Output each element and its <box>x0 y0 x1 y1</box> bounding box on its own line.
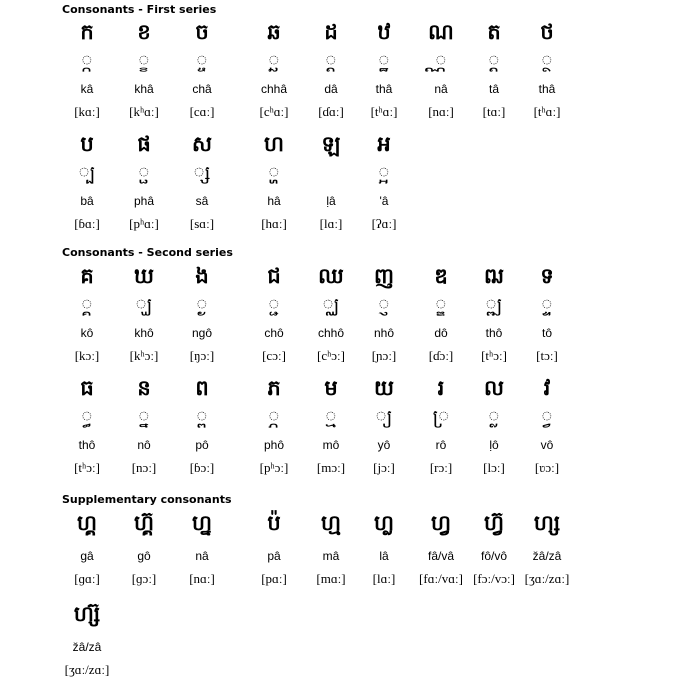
subscript-form: ្ង <box>196 294 208 316</box>
khmer-letter: គ <box>80 264 94 288</box>
ipa-transcription: [fɑː/vɑː] <box>419 571 463 586</box>
khmer-letter: ហ <box>264 132 284 156</box>
subscript-form: ្ក <box>81 50 93 72</box>
subscript-form: ្វ <box>541 406 553 428</box>
ipa-transcription: [lɑː] <box>372 571 396 586</box>
consonant-cell <box>304 20 358 119</box>
subscript-form: ្ទ <box>541 294 553 316</box>
romanization: chhô <box>317 326 345 340</box>
ipa-transcription: [ʒɑː/zɑː] <box>524 571 570 586</box>
romanization: thâ <box>375 82 393 96</box>
consonant-cell <box>117 132 171 231</box>
romanization: phô <box>263 438 285 452</box>
ipa-transcription: [tʰɑː] <box>533 104 561 119</box>
ipa-transcription: [ɗɑː] <box>318 104 344 119</box>
khmer-letter: ដ <box>324 20 338 44</box>
consonant-cell <box>520 264 574 363</box>
romanization: rô <box>435 438 447 452</box>
khmer-letter: ម <box>324 376 338 400</box>
ipa-transcription: [ʒɑː/zɑː] <box>64 662 110 677</box>
ipa-transcription: [ɓɑː] <box>74 216 100 231</box>
consonant-cell <box>357 264 411 363</box>
subscript-form: ្អ <box>378 162 390 184</box>
subscript-form: ្ឃ <box>135 294 153 316</box>
romanization: thô <box>78 438 96 452</box>
ipa-transcription: [mɑː] <box>316 571 346 586</box>
consonant-cell <box>175 20 229 119</box>
khmer-letter: ត <box>487 20 501 44</box>
ipa-transcription: [tʰɔː] <box>74 460 100 475</box>
ipa-transcription: [tʰɔː] <box>481 348 507 363</box>
khmer-letter: ឃ <box>134 264 154 288</box>
khmer-letter: ធ <box>80 376 94 400</box>
romanization: vô <box>540 438 554 452</box>
subscript-form: ្ដ <box>325 50 337 72</box>
romanization: yô <box>377 438 391 452</box>
subscript-form: ្គ <box>81 294 93 316</box>
consonant-cell <box>117 376 171 475</box>
romanization: 'â <box>379 194 389 208</box>
ipa-transcription: [ɡɑː] <box>74 571 100 586</box>
khmer-letter: ហ្ម <box>321 511 341 535</box>
subscript-form: ្ច <box>196 50 208 72</box>
subscript-form: ្ភ <box>268 406 280 428</box>
khmer-letter: ហ្ល <box>374 511 394 535</box>
consonant-cell <box>60 264 114 363</box>
consonant-cell <box>247 511 301 586</box>
khmer-letter: ង <box>195 264 209 288</box>
khmer-letter: ហ្ន <box>192 511 212 535</box>
romanization: sâ <box>195 194 209 208</box>
subscript-form: ្ផ <box>138 162 150 184</box>
subscript-form: ្ឍ <box>485 294 503 316</box>
ipa-transcription: [nɔː] <box>131 460 157 475</box>
first-series-title: Consonants - First series <box>62 3 217 16</box>
consonant-cell <box>357 132 411 231</box>
khmer-letter: ហ្វ <box>431 511 451 535</box>
ipa-transcription: [ŋɔː] <box>189 348 215 363</box>
consonant-cell <box>117 511 171 586</box>
consonant-cell <box>414 511 468 586</box>
ipa-transcription: [cɔː] <box>262 348 286 363</box>
consonant-cell <box>357 511 411 586</box>
subscript-form: ្ជ <box>268 294 280 316</box>
khmer-letter: ប <box>80 132 94 156</box>
khmer-letter: ហ្ស៊ <box>73 602 101 626</box>
romanization: ngô <box>191 326 213 340</box>
consonant-cell <box>357 20 411 119</box>
ipa-transcription: [rɔː] <box>429 460 453 475</box>
ipa-transcription: [tɑː] <box>482 104 506 119</box>
khmer-letter: ឋ <box>377 20 391 44</box>
consonant-cell <box>60 132 114 231</box>
khmer-letter: ឌ <box>434 264 448 288</box>
khmer-letter: ប៉ <box>267 511 281 535</box>
supplementary-consonants-title: Supplementary consonants <box>62 493 232 506</box>
romanization: nâ <box>195 549 209 563</box>
romanization: thô <box>485 326 503 340</box>
ipa-transcription: [jɔː] <box>373 460 395 475</box>
consonant-cell <box>247 20 301 119</box>
khmer-letter: អ <box>377 132 391 156</box>
subscript-form: ្ត <box>488 50 500 72</box>
subscript-form: ្ខ <box>138 50 150 72</box>
ipa-transcription: [lɔː] <box>483 460 505 475</box>
romanization: hâ <box>267 194 281 208</box>
subscript-form: ្ណ <box>435 50 447 72</box>
romanization: žâ/zâ <box>72 640 102 654</box>
consonant-cell <box>60 20 114 119</box>
ipa-transcription: [lɑː] <box>319 216 343 231</box>
khmer-letter: ឈ <box>318 264 344 288</box>
romanization: ḷô <box>489 438 499 452</box>
ipa-transcription: [kʰɑː] <box>129 104 159 119</box>
subscript-form: ្ញ <box>378 294 390 316</box>
consonant-cell <box>247 376 301 475</box>
khmer-letter: ជ <box>267 264 281 288</box>
consonant-cell <box>414 264 468 363</box>
subscript-form: ្ប <box>78 162 96 184</box>
romanization: fô/vô <box>480 549 507 563</box>
romanization: kâ <box>80 82 94 96</box>
consonant-cell <box>117 264 171 363</box>
romanization: gâ <box>80 549 94 563</box>
ipa-transcription: [tʰɑː] <box>370 104 398 119</box>
consonant-cell <box>60 602 114 677</box>
romanization: pâ <box>267 549 281 563</box>
subscript-form: ្ន <box>138 406 150 428</box>
consonant-cell <box>467 511 521 586</box>
subscript-form: ្ឌ <box>435 294 447 316</box>
khmer-letter: វ <box>543 376 551 400</box>
consonant-cell <box>60 376 114 475</box>
romanization: châ <box>192 82 212 96</box>
romanization: dô <box>434 326 448 340</box>
khmer-letter: យ <box>374 376 394 400</box>
khmer-letter: ឆ <box>267 20 281 44</box>
consonant-cell <box>175 132 229 231</box>
subscript-form <box>304 160 358 186</box>
ipa-transcription: [ɓɔː] <box>189 460 215 475</box>
khmer-letter: ន <box>137 376 151 400</box>
consonant-cell <box>304 511 358 586</box>
khmer-letter: ហ្គ៊ <box>134 511 154 535</box>
khmer-letter: ហ្ស <box>533 511 561 535</box>
ipa-transcription: [kɑː] <box>74 104 100 119</box>
romanization: lâ <box>379 549 389 563</box>
ipa-transcription: [mɔː] <box>316 460 346 475</box>
consonant-cell <box>414 376 468 475</box>
romanization: nhô <box>373 326 395 340</box>
romanization: fâ/vâ <box>427 549 454 563</box>
consonant-cell <box>117 20 171 119</box>
subscript-form: ្ព <box>196 406 208 428</box>
ipa-transcription: [nɑː] <box>189 571 215 586</box>
consonant-cell <box>60 511 114 586</box>
romanization: pô <box>195 438 209 452</box>
romanization: khâ <box>134 82 154 96</box>
romanization: žâ/zâ <box>532 549 562 563</box>
ipa-transcription: [kɔː] <box>74 348 100 363</box>
khmer-letter: ភ <box>267 376 281 400</box>
consonant-cell <box>304 132 358 231</box>
khmer-letter: ឡ <box>321 132 341 156</box>
ipa-transcription: [pʰɔː] <box>259 460 289 475</box>
khmer-letter: ផ <box>137 132 151 156</box>
romanization: phâ <box>133 194 155 208</box>
consonant-cell <box>304 376 358 475</box>
subscript-form: ្ស <box>193 162 211 184</box>
consonant-cell <box>247 264 301 363</box>
ipa-transcription: [ɡɔː] <box>131 571 157 586</box>
subscript-form: ្ធ <box>81 406 93 428</box>
ipa-transcription: [ʋɔː] <box>534 460 560 475</box>
ipa-transcription: [tɔː] <box>536 348 558 363</box>
khmer-letter: ឍ <box>484 264 504 288</box>
khmer-letter: ស <box>192 132 212 156</box>
romanization: khô <box>134 326 154 340</box>
subscript-form: ្ម <box>325 406 337 428</box>
subscript-form: ្យ <box>375 406 393 428</box>
khmer-letter: ក <box>80 20 94 44</box>
romanization: chô <box>264 326 284 340</box>
consonant-cell <box>247 132 301 231</box>
romanization: chhâ <box>260 82 288 96</box>
romanization: nô <box>137 438 151 452</box>
ipa-transcription: [cɑː] <box>189 104 215 119</box>
consonant-cell <box>304 264 358 363</box>
consonant-cell <box>175 376 229 475</box>
romanization: bâ <box>80 194 94 208</box>
romanization: kô <box>80 326 94 340</box>
ipa-transcription: [nɑː] <box>428 104 454 119</box>
ipa-transcription: [pɑː] <box>261 571 287 586</box>
second-series-title: Consonants - Second series <box>62 246 233 259</box>
romanization: thâ <box>538 82 556 96</box>
subscript-form: ្ឈ <box>322 294 340 316</box>
subscript-form: ្ឋ <box>378 50 390 72</box>
ipa-transcription: [ʔɑː] <box>371 216 397 231</box>
subscript-form: ្ល <box>488 406 500 428</box>
consonant-cell <box>467 376 521 475</box>
consonant-cell <box>175 511 229 586</box>
khmer-letter: ណ <box>428 20 454 44</box>
ipa-transcription: [kʰɔː] <box>129 348 159 363</box>
khmer-letter: ច <box>195 20 209 44</box>
ipa-transcription: [hɑː] <box>261 216 287 231</box>
khmer-letter: ញ <box>374 264 394 288</box>
subscript-form: ្រ <box>432 406 450 428</box>
ipa-transcription: [ɗɔː] <box>428 348 454 363</box>
ipa-transcription: [sɑː] <box>189 216 215 231</box>
khmer-letter: ទ <box>540 264 554 288</box>
consonant-cell <box>520 376 574 475</box>
romanization: mô <box>322 438 340 452</box>
romanization: tô <box>541 326 552 340</box>
subscript-form: ្ហ <box>268 162 280 184</box>
ipa-transcription: [pʰɑː] <box>129 216 159 231</box>
romanization: ḷâ <box>326 194 336 208</box>
consonant-cell <box>520 20 574 119</box>
khmer-letter: រ <box>437 376 445 400</box>
khmer-letter: ល <box>484 376 504 400</box>
ipa-transcription: [fɔː/vɔː] <box>473 571 515 586</box>
romanization: tâ <box>488 82 499 96</box>
romanization: dâ <box>324 82 338 96</box>
ipa-transcription: [cʰɑː] <box>259 104 289 119</box>
consonant-cell <box>175 264 229 363</box>
khmer-letter: ថ <box>540 20 554 44</box>
consonant-cell <box>467 20 521 119</box>
romanization: gô <box>137 549 151 563</box>
khmer-letter: ព <box>195 376 209 400</box>
romanization: mâ <box>322 549 340 563</box>
romanization: nâ <box>434 82 448 96</box>
ipa-transcription: [ɲɔː] <box>371 348 397 363</box>
consonant-cell <box>414 20 468 119</box>
khmer-letter: ខ <box>137 20 151 44</box>
ipa-transcription: [cʰɔː] <box>317 348 345 363</box>
khmer-letter: ហ្គ <box>77 511 97 535</box>
subscript-form: ្ថ <box>541 50 553 72</box>
subscript-form: ្ឆ <box>268 50 280 72</box>
consonant-cell <box>357 376 411 475</box>
consonant-cell <box>520 511 574 586</box>
consonant-cell <box>467 264 521 363</box>
khmer-letter: ហ្វ៊ <box>484 511 504 535</box>
